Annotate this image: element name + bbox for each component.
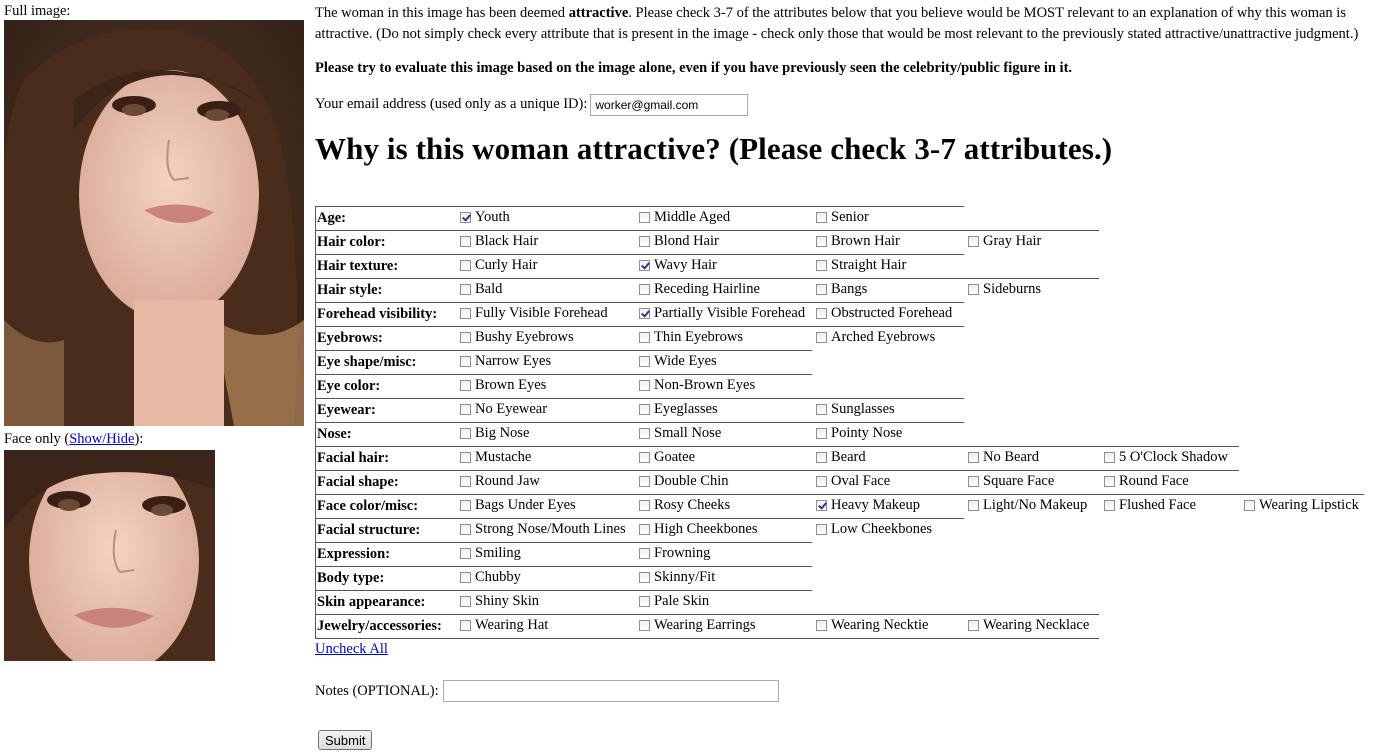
attribute-option[interactable] <box>460 617 548 634</box>
attribute-option-label: Brown Hair <box>831 233 900 249</box>
face-only-label: Face only (Show/Hide): <box>4 431 144 447</box>
attribute-option[interactable] <box>639 305 805 322</box>
attribute-checkbox[interactable] <box>460 524 471 535</box>
attribute-option[interactable] <box>639 449 695 466</box>
attribute-row-label: Body type: <box>317 570 385 586</box>
attribute-option[interactable] <box>460 305 608 322</box>
attribute-option-label: Square Face <box>983 473 1055 489</box>
attribute-option[interactable] <box>968 233 1041 250</box>
attribute-checkbox[interactable] <box>460 428 471 439</box>
attribute-option[interactable] <box>816 281 867 298</box>
notes-row <box>315 680 779 702</box>
attribute-row-label: Eyewear: <box>317 402 376 418</box>
intro-paragraph: The woman in this image has been deemed attractive. Please check 3-7 of the attributes below that you believe would be MOST relevant to an explanation of why this woman is attractive. (Do not simply check every attribute that is present in the image - check only those that would be most relevant to the previously stated attractive/unattractive judgment.) <box>315 5 1359 42</box>
attribute-row-label: Hair texture: <box>317 258 399 274</box>
attribute-checkbox[interactable] <box>639 452 650 463</box>
attribute-checkbox[interactable] <box>460 548 471 559</box>
attribute-checkbox[interactable] <box>460 308 471 319</box>
attribute-option[interactable] <box>968 473 1054 490</box>
attribute-checkbox[interactable] <box>1104 500 1115 511</box>
attribute-option[interactable] <box>639 281 760 298</box>
attribute-option-label: Wearing Hat <box>475 617 549 633</box>
attribute-checkbox[interactable] <box>460 572 471 583</box>
attribute-checkbox[interactable] <box>639 332 650 343</box>
attribute-checkbox[interactable] <box>639 212 650 223</box>
attribute-checkbox[interactable] <box>639 476 650 487</box>
attribute-checkbox[interactable] <box>460 356 471 367</box>
attribute-option-label: Chubby <box>475 569 521 585</box>
attribute-option[interactable] <box>460 257 537 274</box>
attribute-option-label: Flushed Face <box>1119 497 1196 513</box>
attribute-option[interactable] <box>816 425 902 442</box>
attribute-option[interactable] <box>639 233 719 250</box>
email-input[interactable] <box>590 94 748 116</box>
attribute-option[interactable] <box>639 209 730 226</box>
attribute-option[interactable] <box>639 593 709 610</box>
attribute-option-label: Bangs <box>831 281 868 297</box>
attribute-option-label: Light/No Makeup <box>983 497 1088 513</box>
attribute-checkbox[interactable] <box>816 308 827 319</box>
attribute-option-label: Blond Hair <box>654 233 719 249</box>
attribute-row <box>315 542 812 566</box>
attribute-option-label: No Beard <box>983 449 1039 465</box>
attribute-row-label: Eyebrows: <box>317 330 383 346</box>
attribute-option-label: 5 O'Clock Shadow <box>1119 449 1228 465</box>
attribute-option-label: Youth <box>475 209 510 225</box>
attribute-option[interactable] <box>816 521 932 538</box>
attribute-checkbox[interactable] <box>639 428 650 439</box>
attribute-checkbox[interactable] <box>816 620 827 631</box>
attribute-row <box>315 518 964 542</box>
attribute-option[interactable] <box>639 353 717 370</box>
attribute-option-label: Pale Skin <box>654 593 710 609</box>
attribute-checkbox[interactable] <box>639 596 650 607</box>
attribute-option-label: Sideburns <box>983 281 1041 297</box>
attribute-checkbox[interactable] <box>816 500 827 511</box>
notes-input[interactable] <box>443 680 779 702</box>
attribute-row <box>315 494 1364 518</box>
attribute-option[interactable] <box>460 377 546 394</box>
attribute-option-label: Narrow Eyes <box>475 353 552 369</box>
attribute-checkbox[interactable] <box>639 572 650 583</box>
attribute-option-label: Arched Eyebrows <box>831 329 936 345</box>
attribute-checkbox[interactable] <box>460 332 471 343</box>
attribute-option-label: Low Cheekbones <box>831 521 933 537</box>
attribute-option-label: Obstructed Forehead <box>831 305 953 321</box>
attribute-option-label: Frowning <box>654 545 711 561</box>
attribute-option-label: Rosy Cheeks <box>654 497 731 513</box>
notes-label: Notes (OPTIONAL): <box>315 682 439 699</box>
attribute-checkbox[interactable] <box>460 212 471 223</box>
attribute-option-label: Round Face <box>1119 473 1189 489</box>
attribute-option[interactable] <box>639 377 755 394</box>
attribute-row <box>315 398 964 422</box>
attribute-option[interactable] <box>639 257 717 274</box>
attribute-row-label: Forehead visibility: <box>317 306 438 322</box>
attribute-option[interactable] <box>639 329 743 346</box>
attribute-checkbox[interactable] <box>460 380 471 391</box>
attribute-option-label: Sunglasses <box>831 401 895 417</box>
attribute-option-label: High Cheekbones <box>654 521 758 537</box>
attribute-row <box>315 278 1099 302</box>
attribute-checkbox[interactable] <box>1244 500 1255 511</box>
attribute-option[interactable] <box>460 281 502 298</box>
attribute-option-label: Wearing Earrings <box>654 617 756 633</box>
attribute-option-label: Curly Hair <box>475 257 538 273</box>
left-column <box>4 3 306 661</box>
uncheck-all-link[interactable]: Uncheck All <box>315 641 388 657</box>
attribute-checkbox[interactable] <box>968 236 979 247</box>
attribute-checkbox[interactable] <box>816 524 827 535</box>
attribute-row <box>315 206 964 230</box>
attribute-checkbox[interactable] <box>968 284 979 295</box>
attribute-row-label: Eye shape/misc: <box>317 354 417 370</box>
attribute-option[interactable] <box>816 401 895 418</box>
attribute-checkbox[interactable] <box>639 260 650 271</box>
attribute-option-label: Beard <box>831 449 866 465</box>
table-left-border <box>315 206 316 638</box>
attribute-option[interactable] <box>639 617 756 634</box>
instruction-paragraph: Please try to evaluate this image based on the image alone, even if you have previously seen the celebrity/public figure in it. <box>315 60 1073 76</box>
attribute-option[interactable] <box>968 617 1089 634</box>
attribute-row <box>315 614 1099 638</box>
face-crop-image <box>4 450 215 661</box>
attribute-option[interactable] <box>639 569 715 586</box>
attribute-option-label: Thin Eyebrows <box>654 329 743 345</box>
attribute-row-label: Facial structure: <box>317 522 421 538</box>
portrait-image <box>4 20 304 426</box>
attribute-row <box>315 326 964 350</box>
attribute-option-label: Fully Visible Forehead <box>475 305 608 321</box>
attribute-option-label: Senior <box>831 209 869 225</box>
attribute-option-label: Partially Visible Forehead <box>654 305 806 321</box>
attribute-option-label: Pointy Nose <box>831 425 903 441</box>
attribute-option[interactable] <box>639 497 730 514</box>
attribute-checkbox[interactable] <box>816 212 827 223</box>
attribute-checkbox[interactable] <box>968 452 979 463</box>
attribute-option-label: Non-Brown Eyes <box>654 377 756 393</box>
attribute-option[interactable] <box>816 305 952 322</box>
attribute-option[interactable] <box>460 593 539 610</box>
email-label: Your email address (used only as a unique ID): <box>315 96 588 112</box>
attribute-checkbox[interactable] <box>639 548 650 559</box>
attribute-row <box>315 470 1239 494</box>
attribute-row-label: Eye color: <box>317 378 381 394</box>
attribute-checkbox[interactable] <box>1104 452 1115 463</box>
attribute-option-label: Skinny/Fit <box>654 569 716 585</box>
attribute-row-label: Skin appearance: <box>317 594 426 610</box>
attribute-checkbox[interactable] <box>816 404 827 415</box>
attribute-option-label: Goatee <box>654 449 696 465</box>
attribute-option-label: Strong Nose/Mouth Lines <box>475 521 626 537</box>
attribute-checkbox[interactable] <box>639 308 650 319</box>
attribute-row-label: Hair style: <box>317 282 383 298</box>
attribute-option-label: Bags Under Eyes <box>475 497 576 513</box>
page-heading: Why is this woman attractive? (Please check 3-7 attributes.) <box>315 130 1113 166</box>
attribute-option-label: Small Nose <box>654 425 722 441</box>
attribute-option-label: Big Nose <box>475 425 530 441</box>
attribute-option[interactable] <box>816 233 900 250</box>
attribute-option[interactable] <box>460 449 531 466</box>
attribute-checkbox[interactable] <box>460 620 471 631</box>
attribute-option-label: Round Jaw <box>475 473 540 489</box>
attribute-option[interactable] <box>460 329 574 346</box>
attribute-option-label: Wavy Hair <box>654 257 717 273</box>
attribute-checkbox[interactable] <box>639 380 650 391</box>
attribute-checkbox[interactable] <box>639 524 650 535</box>
attribute-option-label: No Eyewear <box>475 401 548 417</box>
attribute-option-label: Receding Hairline <box>654 281 760 297</box>
attribute-option[interactable] <box>639 545 710 562</box>
attribute-option[interactable] <box>460 545 521 562</box>
attribute-row <box>315 302 964 326</box>
attribute-checkbox[interactable] <box>968 620 979 631</box>
submit-button[interactable]: Submit <box>318 730 372 750</box>
attribute-row-label: Facial shape: <box>317 474 399 490</box>
attribute-option[interactable] <box>1104 473 1189 490</box>
attribute-option-label: Brown Eyes <box>475 377 547 393</box>
attribute-option[interactable] <box>816 329 935 346</box>
attribute-checkbox[interactable] <box>639 620 650 631</box>
attribute-option-label: Wearing Necktie <box>831 617 929 633</box>
attribute-option[interactable] <box>639 521 758 538</box>
attribute-option[interactable] <box>460 353 551 370</box>
attribute-option-label: Wearing Lipstick <box>1259 497 1359 513</box>
attribute-option[interactable] <box>816 473 890 490</box>
attribute-row-label: Facial hair: <box>317 450 390 466</box>
attribute-option-label: Heavy Makeup <box>831 497 920 513</box>
attribute-row <box>315 566 812 590</box>
attribute-option[interactable] <box>460 401 547 418</box>
attribute-option[interactable] <box>1104 449 1228 466</box>
attribute-checkbox[interactable] <box>816 236 827 247</box>
attribute-row-label: Face color/misc: <box>317 498 419 514</box>
email-row <box>315 94 1385 116</box>
attribute-option[interactable] <box>816 497 920 514</box>
attribute-option[interactable] <box>460 569 521 586</box>
attribute-checkbox[interactable] <box>639 404 650 415</box>
attribute-option[interactable] <box>816 257 906 274</box>
attribute-option[interactable] <box>639 425 721 442</box>
attribute-checkbox[interactable] <box>816 284 827 295</box>
full-image <box>4 20 304 426</box>
attribute-checkbox[interactable] <box>639 284 650 295</box>
attribute-checkbox[interactable] <box>968 476 979 487</box>
attribute-option-label: Black Hair <box>475 233 539 249</box>
attribute-option[interactable] <box>460 425 529 442</box>
attribute-checkbox[interactable] <box>1104 476 1115 487</box>
right-column <box>315 3 1385 168</box>
attribute-checkbox[interactable] <box>639 356 650 367</box>
attribute-row <box>315 590 812 614</box>
attribute-option[interactable] <box>460 497 576 514</box>
attribute-row <box>315 374 812 398</box>
attribute-row <box>315 422 964 446</box>
attribute-option[interactable] <box>460 209 510 226</box>
attribute-checkbox[interactable] <box>460 260 471 271</box>
attribute-checkbox[interactable] <box>816 476 827 487</box>
attribute-checkbox[interactable] <box>816 452 827 463</box>
attribute-option-label: Shiny Skin <box>475 593 540 609</box>
attribute-row-label: Hair color: <box>317 234 386 250</box>
attribute-option[interactable] <box>816 617 928 634</box>
attribute-checkbox[interactable] <box>460 596 471 607</box>
attribute-checkbox[interactable] <box>460 476 471 487</box>
attribute-checkbox[interactable] <box>639 236 650 247</box>
attribute-option-label: Double Chin <box>654 473 729 489</box>
attribute-row <box>315 254 964 278</box>
attribute-option-label: Wearing Necklace <box>983 617 1090 633</box>
attribute-option-label: Oval Face <box>831 473 891 489</box>
attribute-option-label: Middle Aged <box>654 209 731 225</box>
attribute-option-label: Bushy Eyebrows <box>475 329 574 345</box>
attribute-option-label: Bald <box>475 281 503 297</box>
attribute-option[interactable] <box>968 497 1087 514</box>
attribute-option[interactable] <box>639 473 729 490</box>
attribute-checkbox[interactable] <box>460 236 471 247</box>
attribute-row-label: Age: <box>317 210 346 226</box>
attribute-option-label: Eyeglasses <box>654 401 718 417</box>
table-bottom-border <box>315 638 1099 639</box>
attribute-option[interactable] <box>460 521 626 538</box>
attribute-checkbox[interactable] <box>639 500 650 511</box>
attribute-option[interactable] <box>968 281 1041 298</box>
attribute-option[interactable] <box>816 449 866 466</box>
attribute-checkbox[interactable] <box>968 500 979 511</box>
attribute-row <box>315 230 1099 254</box>
attribute-checkbox[interactable] <box>460 500 471 511</box>
attribute-option-label: Mustache <box>475 449 532 465</box>
show-hide-link[interactable]: Show/Hide <box>69 431 135 447</box>
attribute-checkbox[interactable] <box>816 332 827 343</box>
attribute-option-label: Straight Hair <box>831 257 907 273</box>
attribute-option[interactable] <box>1104 497 1196 514</box>
attribute-row <box>315 446 1239 470</box>
attribute-table <box>315 206 1364 639</box>
attribute-option-label: Smiling <box>475 545 521 561</box>
attribute-option[interactable] <box>460 233 538 250</box>
attribute-checkbox[interactable] <box>460 452 471 463</box>
face-image <box>4 450 215 661</box>
attribute-checkbox[interactable] <box>816 428 827 439</box>
attribute-option[interactable] <box>639 401 718 418</box>
attribute-option[interactable] <box>968 449 1039 466</box>
attribute-checkbox[interactable] <box>460 284 471 295</box>
attribute-option[interactable] <box>816 209 869 226</box>
attribute-option-label: Gray Hair <box>983 233 1042 249</box>
attribute-row-label: Jewelry/accessories: <box>317 618 442 634</box>
full-image-label: Full image: <box>4 3 71 19</box>
attribute-row-label: Nose: <box>317 426 352 442</box>
attribute-row <box>315 350 812 374</box>
attribute-checkbox[interactable] <box>460 404 471 415</box>
attribute-checkbox[interactable] <box>816 260 827 271</box>
attribute-row-label: Expression: <box>317 546 391 562</box>
attribute-option[interactable] <box>1244 497 1359 514</box>
attribute-option[interactable] <box>460 473 540 490</box>
attribute-option-label: Wide Eyes <box>654 353 717 369</box>
